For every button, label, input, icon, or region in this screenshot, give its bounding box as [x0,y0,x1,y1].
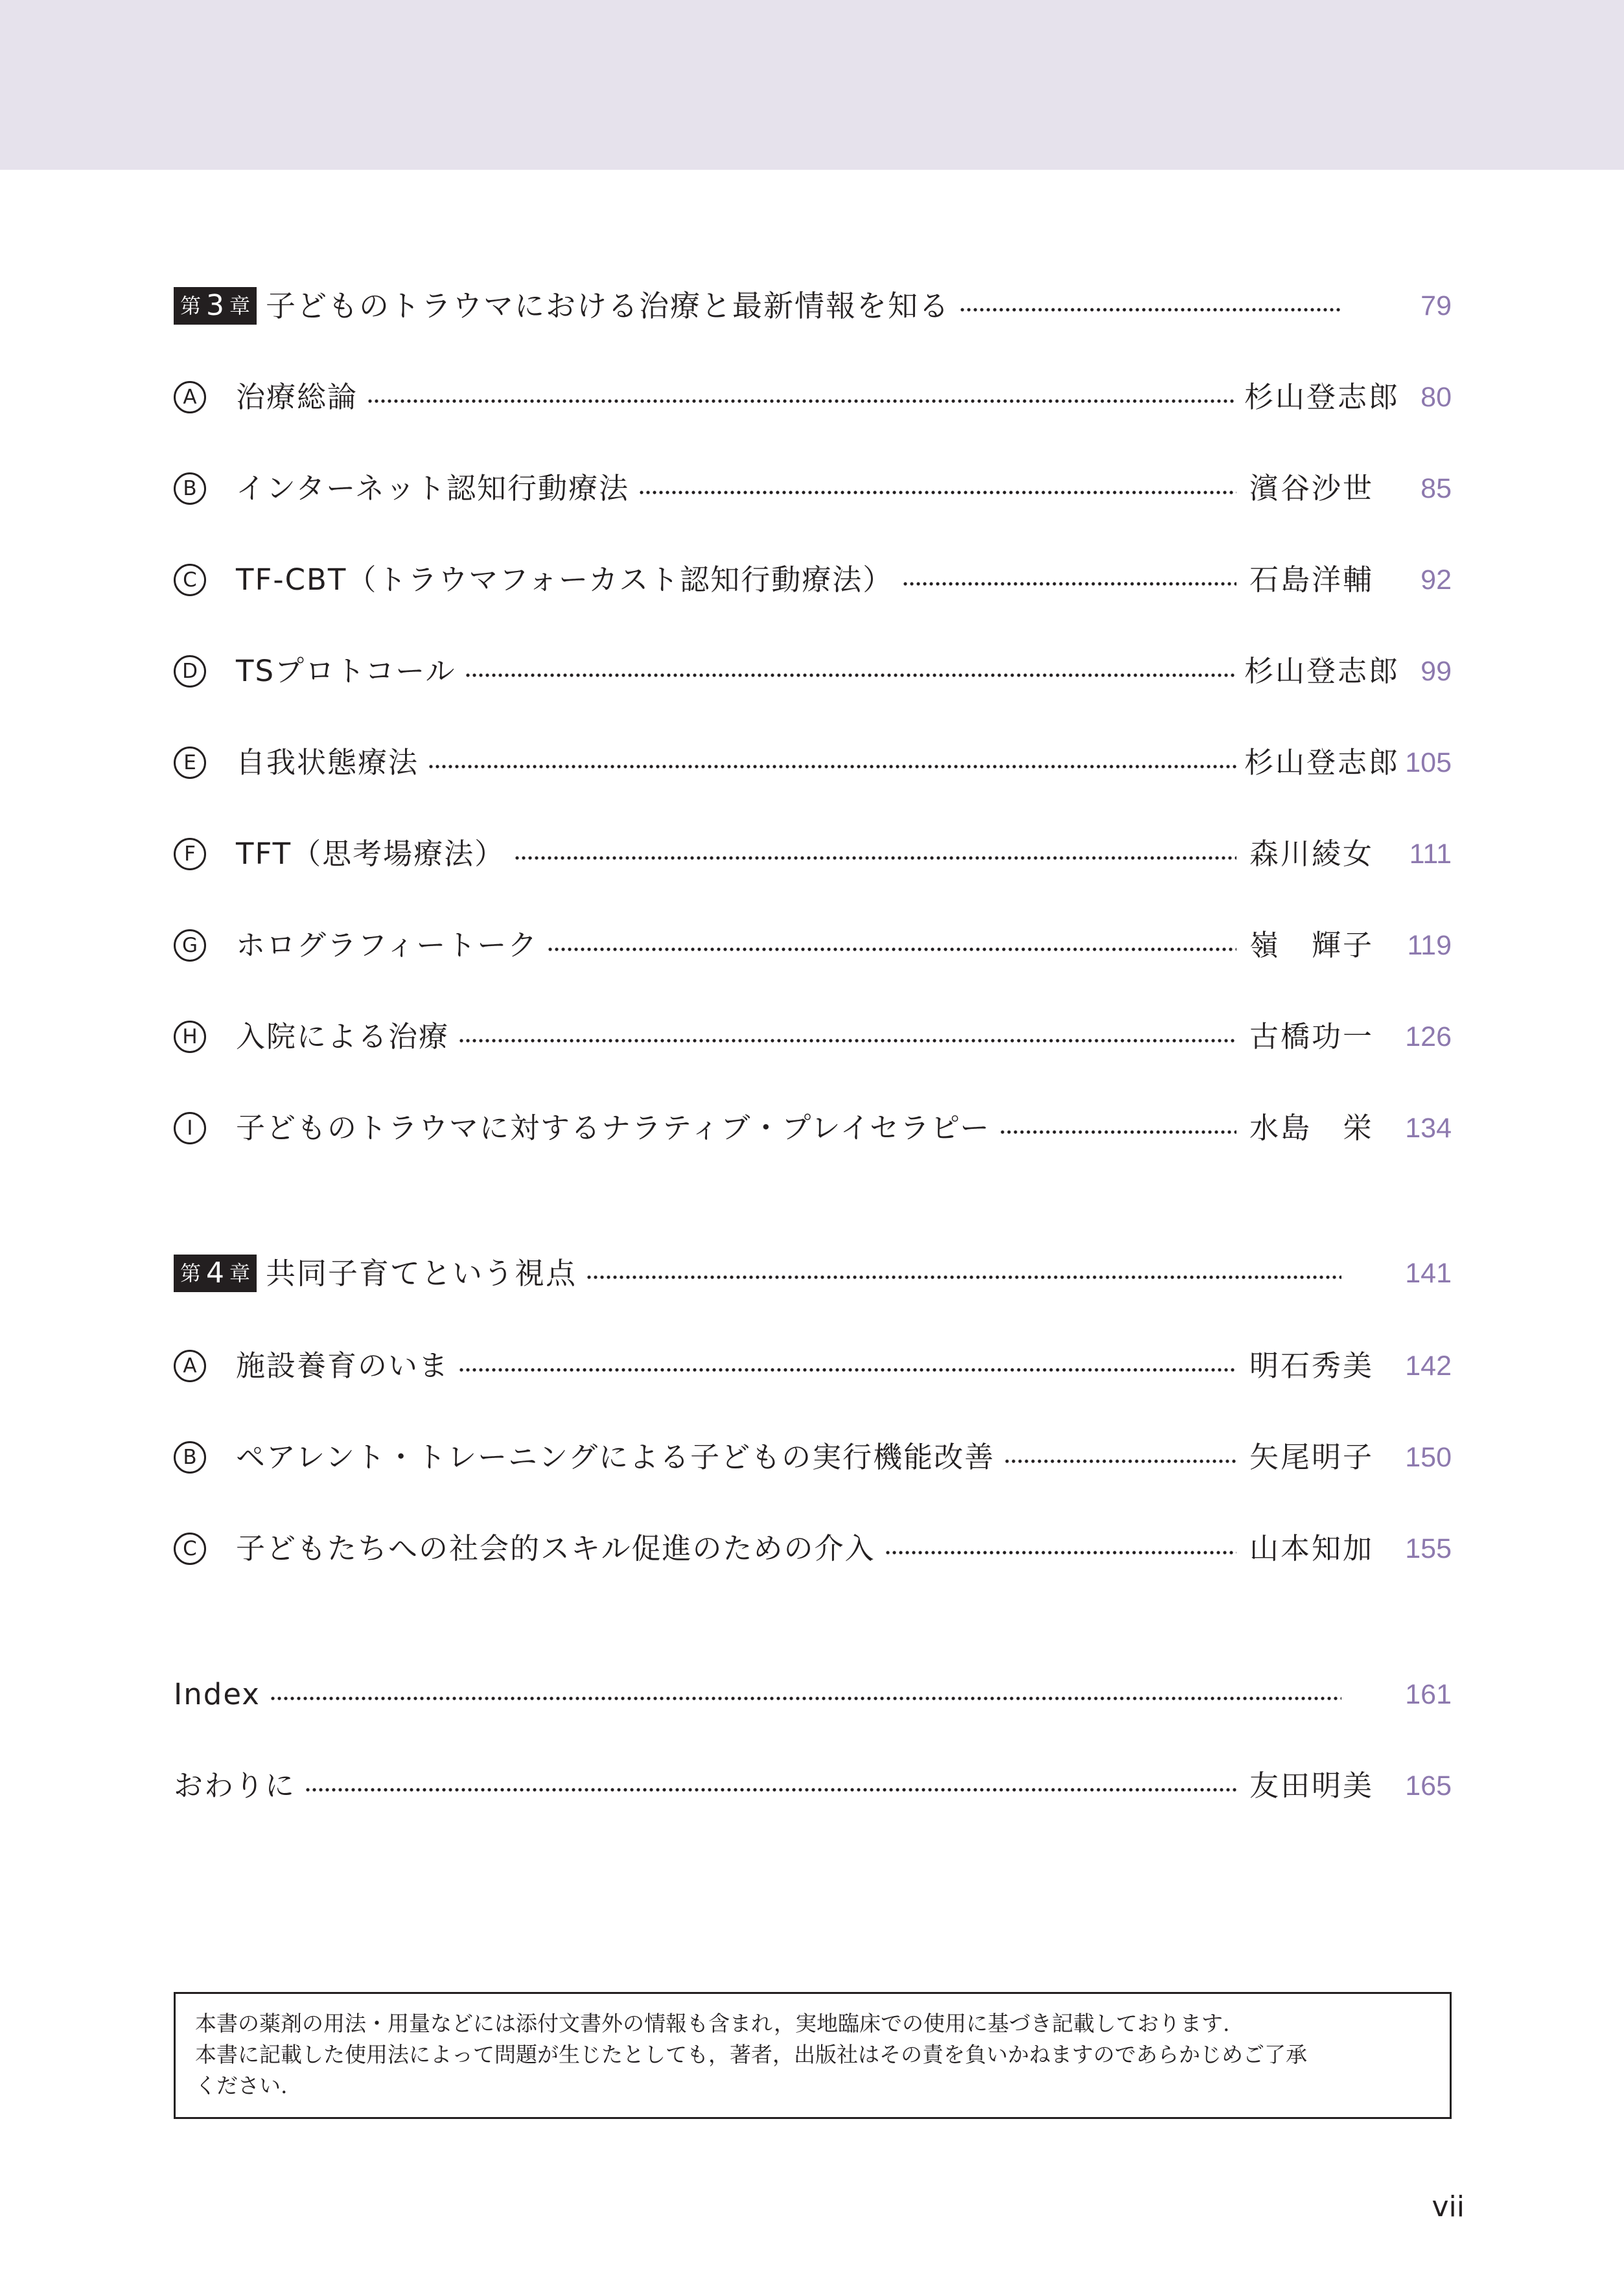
page-number: 80 [1421,382,1452,413]
page-number: 99 [1421,656,1452,687]
section-author: 濱谷沙世 [1249,471,1374,505]
section-title: TSプロトコール [236,654,456,688]
section-title: TF-CBT（トラウマフォーカスト認知行動療法） [236,562,894,597]
toc-entry[interactable] [174,1099,1452,1157]
dot-leader [465,673,1236,677]
chapter-badge [174,287,257,325]
section-letter-badge: F [174,838,206,870]
section-letter-badge: C [174,564,206,596]
toc-entry[interactable] [174,825,1452,883]
dot-leader [586,1275,1341,1279]
dot-leader [270,1696,1341,1700]
section-letter-badge: B [174,472,206,505]
section-letter-badge: H [174,1021,206,1053]
chapter-title: 子どものトラウマにおける治療と最新情報を知る [266,288,951,323]
section-title: ホログラフィートーク [236,928,539,962]
page-number: 111 [1409,839,1452,870]
dot-leader [367,399,1236,403]
toc-entry[interactable] [174,368,1452,426]
section-author: 杉山登志郎 [1244,654,1400,688]
dot-leader [547,947,1236,951]
page-number: 126 [1405,1021,1452,1052]
section-title: TFT（思考場療法） [236,837,505,871]
page-number: 79 [1421,290,1452,321]
notice-line: 本書の薬剤の用法・用量などには添付文書外の情報も含まれ，実地臨床での使用に基づき記載しております. [195,2011,1230,2036]
toc-entry[interactable] [174,1337,1452,1395]
section-author: 明石秀美 [1249,1349,1374,1383]
section-title: 子どもたちへの社会的スキル促進のための介入 [236,1531,876,1566]
page-folio: vii [1432,2190,1465,2223]
toc-entry[interactable] [174,1520,1452,1578]
section-letter-badge: G [174,929,206,962]
dot-leader [514,856,1236,860]
section-author: 杉山登志郎 [1244,380,1400,414]
dot-leader [458,1368,1236,1372]
chapter-badge-number: 3 [206,289,225,322]
dot-leader [999,1130,1236,1134]
dot-leader [1004,1459,1236,1463]
section-author: 山本知加 [1249,1531,1374,1566]
section-letter-badge: E [174,747,206,779]
chapter-badge-prefix: 第 [180,1261,202,1286]
section-title: 施設養育のいま [236,1349,450,1383]
toc-entry[interactable] [174,1008,1452,1066]
notice-line: 本書に記載した使用法によって問題が生じたとしても，著者，出版社はその責を負いかねますのであらかじめご了承 [195,2042,1307,2067]
chapter-3-entry[interactable] [174,277,1452,335]
page-number: 92 [1421,564,1452,596]
dot-leader [902,582,1236,586]
section-title: 治療総論 [236,380,358,414]
dot-leader [305,1788,1236,1792]
section-title: 自我状態療法 [236,745,419,780]
section-author: 森川綾女 [1249,837,1374,871]
section-author: 矢尾明子 [1249,1440,1374,1474]
chapter-badge-number: 4 [206,1256,225,1290]
toc-entry[interactable] [174,551,1452,609]
header-band [0,0,1624,170]
section-letter-badge: A [174,381,206,413]
dot-leader [885,1551,1236,1555]
section-title: 子どものトラウマに対するナラティブ・プレイセラピー [236,1111,991,1145]
page-number: 85 [1421,473,1452,504]
chapter-badge-prefix: 第 [180,294,202,318]
section-title: ペアレント・トレーニングによる子どもの実行機能改善 [236,1440,995,1474]
chapter-badge-suffix: 章 [229,294,251,318]
chapter-title: 共同子育てという視点 [266,1256,577,1291]
page-number: 165 [1405,1770,1452,1801]
disclaimer-notice [174,1992,1452,2119]
index-entry[interactable] [174,1665,1452,1724]
dot-leader [638,491,1236,494]
section-author: 古橋功一 [1249,1019,1374,1054]
page-number: 134 [1405,1113,1452,1144]
notice-line: ください. [195,2073,288,2098]
section-author: 杉山登志郎 [1244,745,1400,780]
section-letter-badge: C [174,1533,206,1565]
chapter-badge [174,1255,257,1292]
afterword-entry[interactable] [174,1757,1452,1815]
page-number: 161 [1405,1679,1452,1710]
chapter-4-entry[interactable] [174,1244,1452,1302]
page-number: 142 [1405,1350,1452,1382]
section-letter-badge: B [174,1441,206,1474]
back-matter-author: 友田明美 [1249,1768,1374,1803]
toc-entry[interactable] [174,734,1452,792]
section-author: 石島洋輔 [1249,562,1374,597]
section-letter-badge: D [174,655,206,688]
section-title: 入院による治療 [236,1019,450,1054]
chapter-badge-suffix: 章 [229,1261,251,1286]
page-number: 119 [1407,930,1452,961]
toc-entry[interactable] [174,916,1452,975]
section-author: 嶺 輝子 [1249,928,1374,962]
page-number: 150 [1405,1442,1452,1473]
back-matter-title: Index [174,1677,261,1711]
toc-entry[interactable] [174,459,1452,518]
section-title: インターネット認知行動療法 [236,471,629,505]
dot-leader [458,1039,1236,1043]
back-matter-title: おわりに [174,1768,296,1803]
section-letter-badge: A [174,1350,206,1382]
section-author: 水島 栄 [1249,1111,1374,1145]
page-number: 155 [1405,1533,1452,1564]
section-letter-badge: I [174,1112,206,1144]
page-number: 105 [1405,747,1452,778]
dot-leader [428,765,1236,769]
dot-leader [959,308,1341,312]
page-number: 141 [1405,1258,1452,1289]
toc-entry[interactable] [174,642,1452,700]
toc-entry[interactable] [174,1428,1452,1487]
